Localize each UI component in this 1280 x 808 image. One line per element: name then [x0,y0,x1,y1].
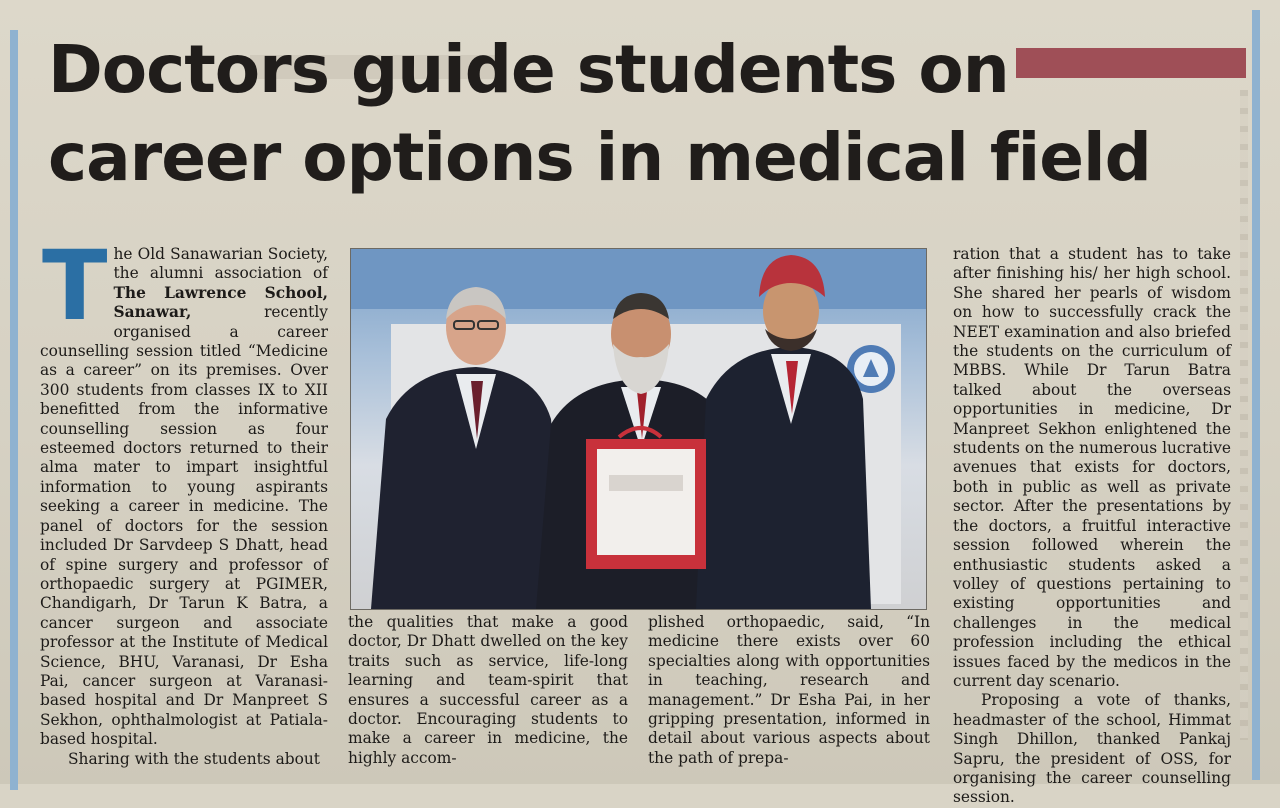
article-column-1 [40,230,328,769]
school-name: The Lawrence School, Sanawar, [113,283,328,322]
column-1-paragraph-1 [40,230,328,750]
right-column-rule [1252,10,1260,780]
drop-cap: T [42,230,108,342]
column-1-paragraph-2: Sharing with the students about [68,749,320,768]
article-headline [48,26,1238,202]
article-column-2 [348,613,628,768]
intro-text: he Old Sanawarian Society, the alumni association of [113,245,328,283]
adjacent-article-edge [1240,90,1248,740]
article-column-3 [648,613,930,768]
intro-text-continued: recently organised a career counselling session titled “Medicine as a career” on its premises. Over 300 students from classes IX to XII benefitted from the informative counselling session as four esteemed doctors returned to their alma mater to impart insightful information to young aspirants seeking a career in medicine. The panel of doctors for the session included Dr Sarvdeep S Dhatt, head of spine surgery and professor of orthopaedic surgery at PGIMER, Chandigarh, Dr Tarun K Batra, a cancer surgeon and associate professor at the Institute of Medical Science, BHU, Varanasi, Dr Esha Pai, cancer surgeon at Varanasi-based hospital and Dr Manpreet S Sekhon, ophthalmologist at Patiala-based hospital. [40,303,328,749]
headline-line-2: career options in medical field [48,119,1151,196]
gift-bag [586,428,706,569]
photo-illustration [351,249,926,609]
headline-line-1: Doctors guide students on [48,31,1009,108]
article-photo [350,248,927,610]
article-column-4 [953,245,1231,808]
column-4-paragraph-1: ration that a student has to take after finishing his/ her high school. She shared her pearls of wisdom on how to successfully crack the NEET examination and also briefed the students on the curriculum of MBBS. While Dr Tarun Batra talked about the overseas opportunities in medicine, Dr Manpreet Sekhon enlightened the students on the numerous lucrative avenues that exists for doctors, both in public as well as private sector. After the presentations by the doctors, a fruitful interactive session followed wherein the enthusiastic students asked a volley of questions pertaining to existing opportunities and challenges in the medical profession including the ethical issues faced by the medicos in the current day scenario. [953,245,1231,690]
left-column-rule [10,30,18,790]
column-4-paragraph-2: Proposing a vote of thanks, headmaster of the school, Himmat Singh Dhillon, thanked Pankaj Sapru, the president of OSS, for organising the career counselling session. [953,691,1231,807]
column-3-text: plished orthopaedic, said, “In medicine there exists over 60 specialties along with opportunities in teaching, research and management.” Dr Esha Pai, in her gripping presentation, informed in detail about various aspects about the path of prepa- [648,613,930,767]
column-2-text: the qualities that make a good doctor, Dr Dhatt dwelled on the key traits such as service, life-long learning and team-spirit that ensures a successful career as a doctor. Encouraging students to make a career in medicine, the highly accom- [348,613,628,767]
